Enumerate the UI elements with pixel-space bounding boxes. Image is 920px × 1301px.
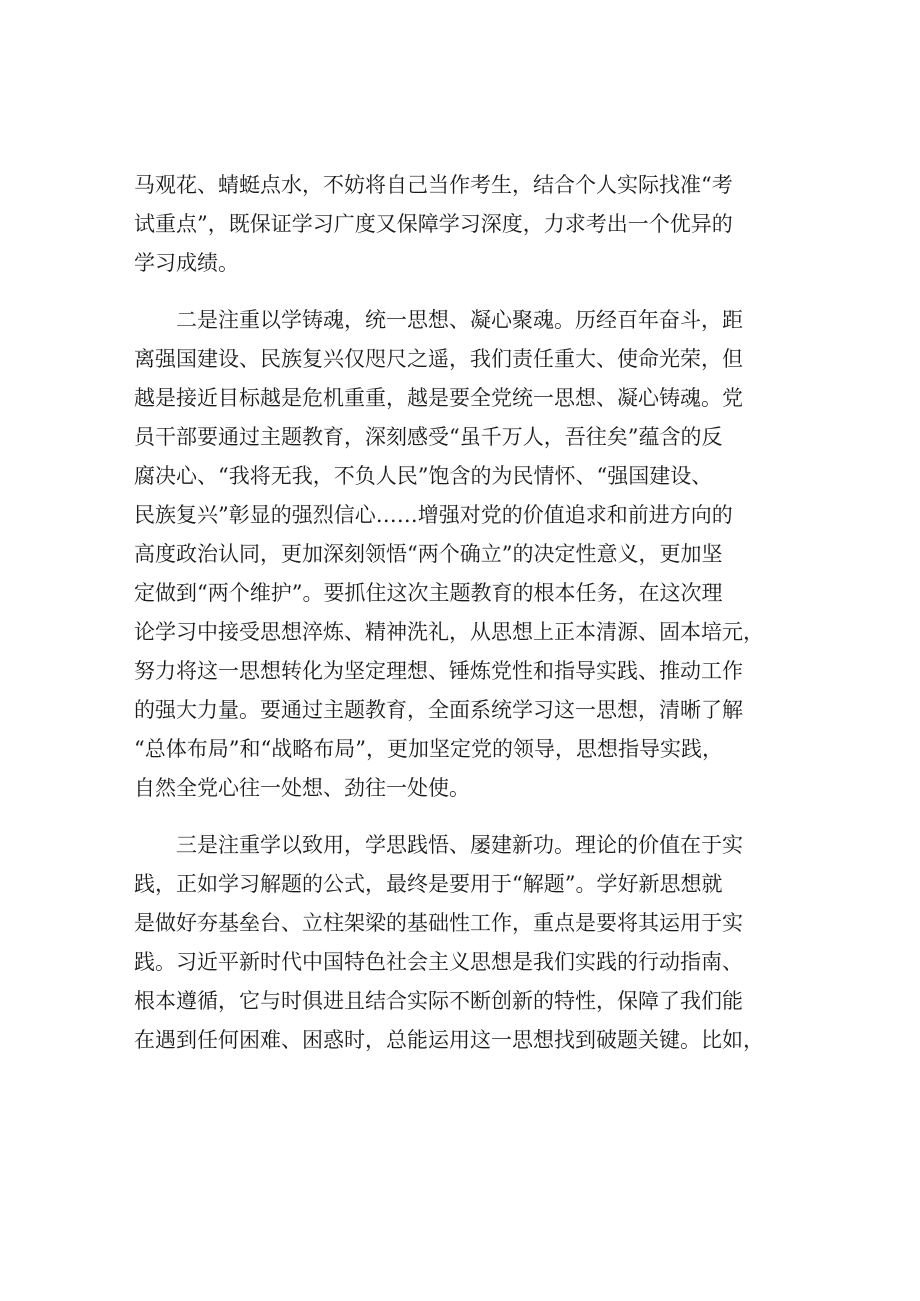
text-line: 自然全党心往一处想、劲往一处使。 bbox=[134, 776, 470, 800]
text-line: 员干部要通过主题教育，深刻感受“虽千万人，吾往矣”蕴含的反 bbox=[134, 425, 723, 449]
text-line: “总体布局”和“战略布局”，更加坚定党的领导，思想指导实践， bbox=[134, 737, 723, 761]
text-line: 三是注重学以致用，学思践悟、屡建新功。理论的价值在于实 bbox=[176, 833, 743, 857]
text-line: 学习成绩。 bbox=[134, 251, 239, 275]
text-line: 根本遵循，它与时俱进且结合实际不断创新的特性，保障了我们能 bbox=[134, 989, 743, 1013]
text-line: 腐决心、“我将无我，不负人民”饱含的为民情怀、“强国建设、 bbox=[134, 464, 713, 488]
text-line: 离强国建设、民族复兴仅咫尺之遥，我们责任重大、使命光荣，但 bbox=[134, 347, 743, 371]
body-text bbox=[134, 166, 804, 1060]
paragraph-spacer bbox=[134, 808, 804, 826]
text-line: 的强大力量。要通过主题教育，全面系统学习这一思想，清晰了解 bbox=[134, 698, 743, 722]
paragraph-spacer bbox=[134, 283, 804, 301]
text-line: 越是接近目标越是危机重重，越是要全党统一思想、凝心铸魂。党 bbox=[134, 386, 743, 410]
text-line: 努力将这一思想转化为坚定理想、锤炼党性和指导实践、推动工作 bbox=[134, 659, 743, 683]
text-line: 是做好夯基垒台、立柱架梁的基础性工作，重点是要将其运用于实 bbox=[134, 911, 743, 935]
text-line: 民族复兴”彰显的强烈信心……增强对党的价值追求和前进方向的 bbox=[134, 503, 733, 527]
text-line: 试重点”，既保证学习广度又保障学习深度，力求考出一个优异的 bbox=[134, 212, 733, 236]
text-line: 践，正如学习解题的公式，最终是要用于“解题”。学好新思想就 bbox=[134, 872, 723, 896]
text-line: 马观花、蜻蜓点水，不妨将自己当作考生，结合个人实际找准“考 bbox=[134, 173, 733, 197]
text-line: 高度政治认同，更加深刻领悟“两个确立”的决定性意义，更加坚 bbox=[134, 542, 723, 566]
text-line: 二是注重以学铸魂，统一思想、凝心聚魂。历经百年奋斗，距 bbox=[176, 308, 743, 332]
text-line: 在遇到任何困难、困惑时，总能运用这一思想找到破题关键。比如， bbox=[134, 1028, 764, 1052]
text-line: 论学习中接受思想淬炼、精神洗礼，从思想上正本清源、固本培元， bbox=[134, 620, 764, 644]
text-line: 践。习近平新时代中国特色社会主义思想是我们实践的行动指南、 bbox=[134, 950, 743, 974]
text-line: 定做到“两个维护”。要抓住这次主题教育的根本任务，在这次理 bbox=[134, 581, 723, 605]
